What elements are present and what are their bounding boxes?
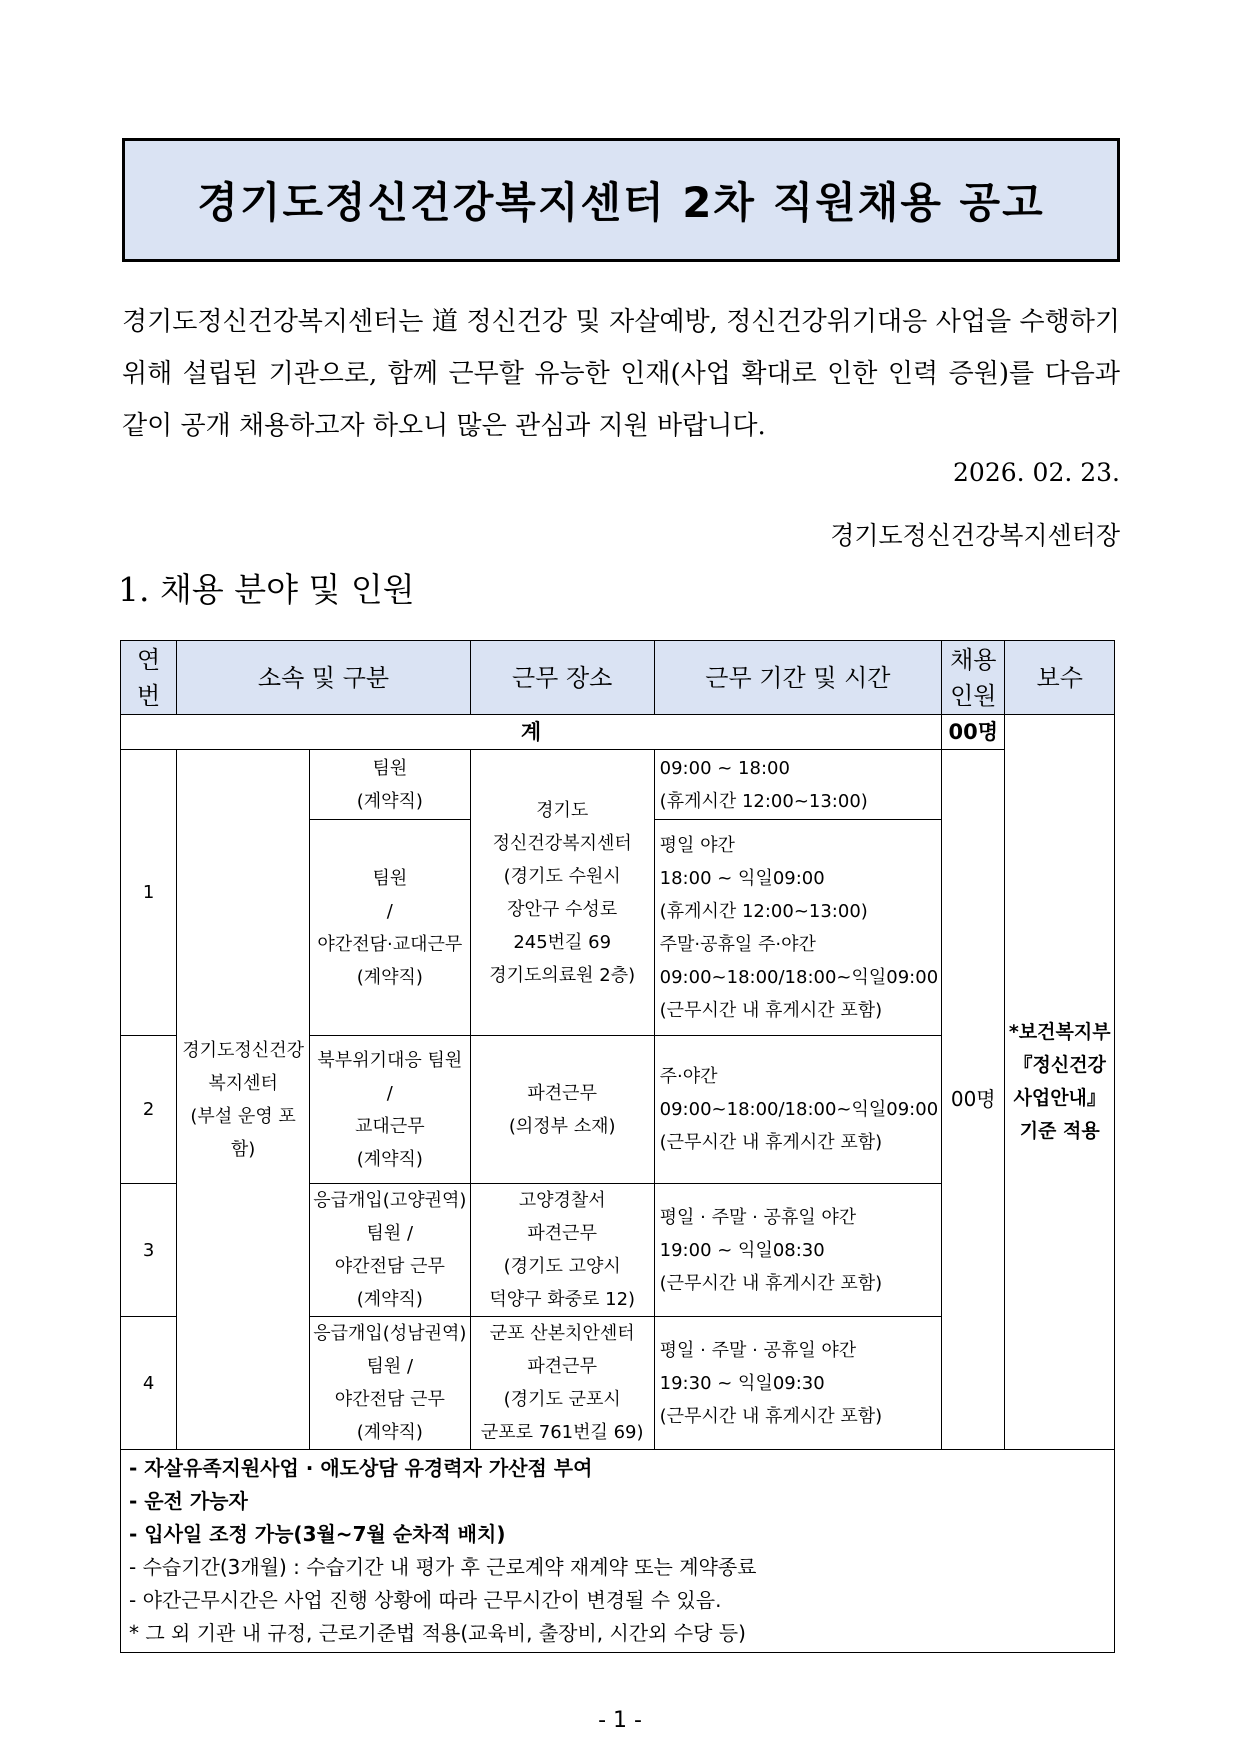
pay-note: *보건복지부 『정신건강 사업안내』 기준 적용 [1005,715,1115,1450]
row-no: 2 [121,1036,177,1184]
title-box [122,138,1120,262]
note-item: - 야간근무시간은 사업 진행 상황에 따라 근무시간이 변경될 수 있음. [129,1588,722,1612]
role-cell: 응급개입(고양권역) 팀원 / 야간전담 근무 (계약직) [309,1184,470,1317]
dept-name: 경기도정신건강 복지센터 (부설 운영 포함) [177,750,310,1450]
intro-paragraph: 경기도정신건강복지센터는 道 정신건강 및 자살예방, 정신건강위기대응 사업을 수행하기 위해 설립된 기관으로, 함께 근무할 유능한 인재(사업 확대로 인한 인력 증원)를 다음과 같이 공개 채용하고자 하오니 많은 관심과 지원 바랍니다. [122,307,1120,441]
role-cell: 응급개입(성남권역) 팀원 / 야간전담 근무 (계약직) [309,1317,470,1450]
place-cell: 파견근무 (의정부 소재) [470,1036,654,1184]
place-cell: 고양경찰서 파견근무 (경기도 고양시 덕양구 화중로 12) [470,1184,654,1317]
place-cell: 경기도 정신건강복지센터 (경기도 수원시 장안구 수성로 245번길 69 경기도의료원 2층) [470,750,654,1036]
note-item: * 그 외 기관 내 규정, 근로기준법 적용(교육비, 출장비, 시간외 수당 등) [129,1621,746,1645]
row-no: 3 [121,1184,177,1317]
time-cell: 주·야간 09:00~18:00/18:00~익일09:00 (근무시간 내 휴게시간 포함) [654,1036,941,1184]
header-period: 근무 기간 및 시간 [654,641,941,715]
total-count: 00명 [942,715,1005,750]
note-item: - 수습기간(3개월) : 수습기간 내 평가 후 근로계약 재계약 또는 계약종료 [129,1555,757,1579]
role-cell: 북부위기대응 팀원 / 교대근무 (계약직) [309,1036,470,1184]
header-dept: 소속 및 구분 [177,641,470,715]
page-title: 경기도정신건강복지센터 2차 직원채용 공고 [197,178,1045,227]
header-pay: 보수 [1005,641,1115,715]
note-item: - 입사일 조정 가능(3월~7월 순차적 배치) [129,1522,506,1546]
place-cell: 군포 산본치안센터 파견근무 (경기도 군포시 군포로 761번길 69) [470,1317,654,1450]
section-heading-1: 1. 채용 분야 및 인원 [118,570,415,609]
note-item: - 자살유족지원사업 · 애도상담 유경력자 가산점 부여 [129,1456,593,1480]
announcement-date: 2026. 02. 23. [953,458,1120,487]
signer: 경기도정신건강복지센터장 [830,521,1120,550]
recruitment-table [120,640,1115,1653]
role-cell: 팀원 / 야간전담·교대근무 (계약직) [309,820,470,1036]
row-no: 1 [121,750,177,1036]
header-place: 근무 장소 [470,641,654,715]
total-label: 계 [121,715,942,750]
time-cell: 09:00 ~ 18:00 (휴게시간 12:00~13:00) [654,750,941,820]
notes-cell [121,1450,1115,1653]
time-cell: 평일 야간 18:00 ~ 익일09:00 (휴게시간 12:00~13:00) 주말·공휴일 주·야간 09:00~18:00/18:00~익일09:00 (근무시간 내 휴게시간 포함) [654,820,941,1036]
page-number: - 1 - [598,1708,642,1733]
header-no: 연 번 [121,641,177,715]
header-hires: 채용 인원 [942,641,1005,715]
time-cell: 평일 · 주말 · 공휴일 야간 19:00 ~ 익일08:30 (근무시간 내 휴게시간 포함) [654,1184,941,1317]
row-no: 4 [121,1317,177,1450]
note-item: - 운전 가능자 [129,1489,248,1513]
role-cell: 팀원 (계약직) [309,750,470,820]
hires-count: 00명 [942,750,1005,1450]
time-cell: 평일 · 주말 · 공휴일 야간 19:30 ~ 익일09:30 (근무시간 내 휴게시간 포함) [654,1317,941,1450]
